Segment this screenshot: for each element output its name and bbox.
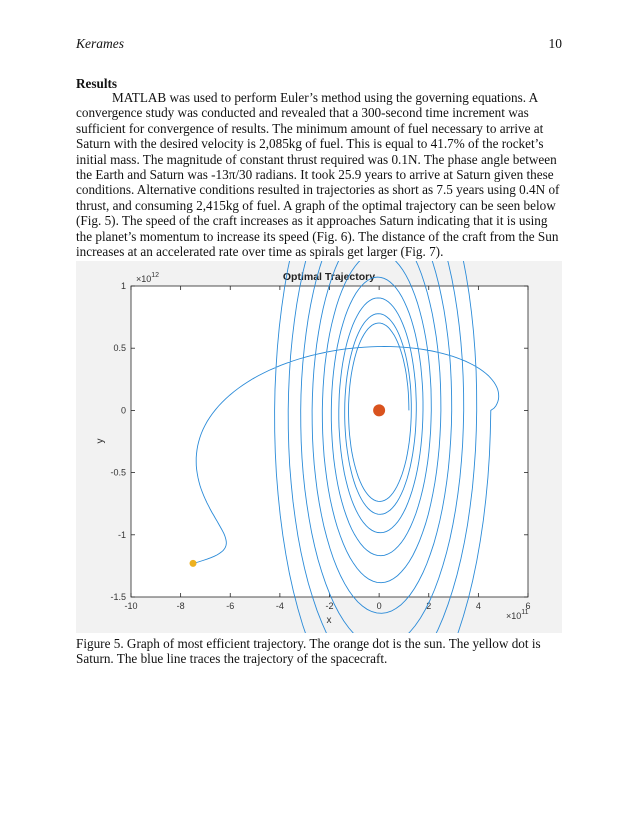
x-tick-label: -6 bbox=[226, 601, 235, 611]
section-title: Results bbox=[76, 76, 118, 91]
x-tick-label: 6 bbox=[525, 601, 531, 611]
chart-title: Optimal Trajectory bbox=[282, 271, 376, 283]
x-tick-label: 0 bbox=[376, 601, 382, 611]
x-exponent-label: $\times 10^{11}$ bbox=[506, 609, 529, 621]
page-number: 10 bbox=[548, 36, 562, 51]
y-exponent-label: $\times 10^{12}$ bbox=[136, 272, 160, 284]
x-tick-label: -4 bbox=[275, 601, 284, 611]
y-tick-label: 0 bbox=[120, 405, 126, 416]
results-paragraph: MATLAB was used to perform Euler’s method using the governing equations. A convergence study was conducted and revealed that a 300-second time increment was sufficient for convergence of results. The minimum amount of fuel necessary to arrive at Saturn with the desired velocity is 2,085kg of fuel. This is equal to 41.7% of the rocket’s initial mass. The magnitude of constant thrust required was 0.1N. The phase angle between the Earth and Saturn was -13π/30 radians. It took 25.9 years to arrive at Saturn given these conditions. Alternative conditions resulted in trajectories as short as 7.5 years using 0.4N of thrust, and consuming 2,415kg of fuel. A graph of the optimal trajectory can be seen below (Fig. 5). The speed of the craft increases as it approaches Saturn indicating that it is using the planet’s momentum to increase its speed (Fig. 6). The distance of the craft from the Sun increases at an accelerated rate over time as spirals get larger (Fig. 7). bbox=[76, 90, 560, 260]
trajectory-plot bbox=[76, 261, 562, 633]
header-author: Kerames bbox=[76, 36, 124, 51]
y-tick-label: 0.5 bbox=[113, 343, 126, 354]
figure-5 bbox=[76, 261, 562, 633]
x-tick-label: 2 bbox=[426, 601, 432, 611]
saturn-marker bbox=[190, 560, 197, 567]
y-tick-label: 1 bbox=[120, 281, 126, 291]
x-axis-label: x bbox=[326, 615, 332, 626]
x-tick-label: 4 bbox=[475, 601, 481, 611]
figure-caption: Figure 5. Graph of most efficient trajectory. The orange dot is the sun. The yellow dot is Saturn. The blue line traces the trajectory of the spacecraft. bbox=[76, 636, 541, 667]
y-axis-label: y bbox=[95, 438, 106, 444]
y-tick-label: -0.5 bbox=[110, 467, 126, 478]
y-tick-label: -1 bbox=[117, 529, 126, 540]
x-tick-label: -8 bbox=[176, 601, 185, 611]
y-tick-label: -1.5 bbox=[110, 592, 126, 602]
x-tick-label: -10 bbox=[124, 601, 138, 611]
sun-marker bbox=[373, 404, 385, 416]
x-tick-label: -2 bbox=[325, 601, 334, 611]
